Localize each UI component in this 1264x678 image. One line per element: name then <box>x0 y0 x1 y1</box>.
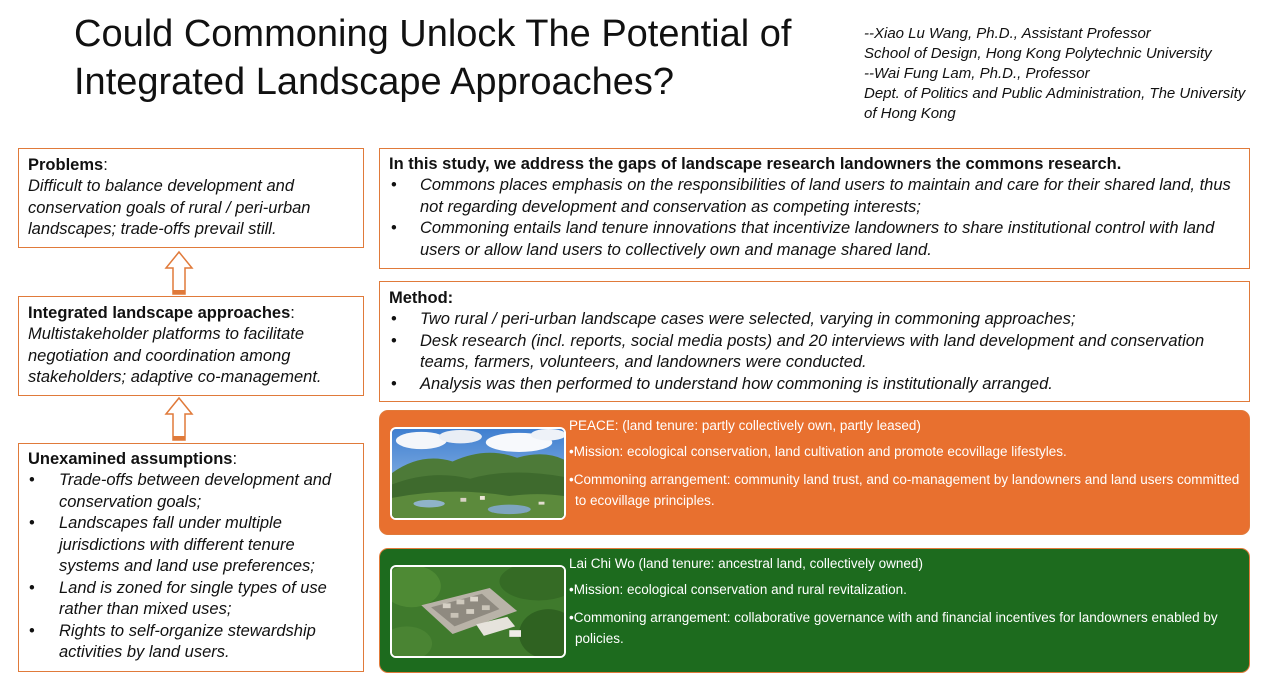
assumptions-box <box>18 443 364 672</box>
peace-arrangement: •Commoning arrangement: community land trust, and co-management by landowners and land users committed to ecovillage principles. <box>569 472 1240 508</box>
bullet-icon: • <box>29 514 35 532</box>
list-item: • Desk research (incl. reports, social media posts) and 20 interviews with land development and conservation teams, farmers, volunteers, and landowners were conducted. <box>391 331 1205 371</box>
study-list <box>389 175 1240 261</box>
list-item: • Landscapes fall under multiple jurisdictions with different tenure systems and land use preferences; <box>29 514 315 575</box>
problems-box <box>18 148 364 248</box>
author-credits <box>864 24 1259 124</box>
author-line: School of Design, Hong Kong Polytechnic University <box>864 45 1212 62</box>
bullet-icon: • <box>391 331 397 350</box>
peace-details <box>569 417 1245 511</box>
list-item: • Trade-offs between development and conservation goals; <box>29 471 332 511</box>
case-peace-card <box>379 410 1250 535</box>
case-laichiwo-card <box>379 548 1250 673</box>
list-item: • Two rural / peri-urban landscape cases were selected, varying in commoning approaches; <box>389 309 1240 331</box>
peace-mission: •Mission: ecological conservation, land cultivation and promote ecovillage lifestyles. <box>569 444 1067 459</box>
integrated-approaches-box <box>18 296 364 396</box>
list-item: • Commons places emphasis on the responsibilities of land users to maintain and care for their shared land, thus not regarding development and conservation as competing interests; <box>391 176 1231 216</box>
colon: : <box>290 304 295 322</box>
assumptions-list <box>28 470 354 664</box>
bullet-icon: • <box>391 219 397 237</box>
study-box <box>379 148 1250 269</box>
list-item: • Commoning entails land tenure innovations that incentivize landowners to share institutional control with land users or allow land users to collectively own and manage shared land. <box>391 219 1215 259</box>
list-item: • Rights to self-organize stewardship activities by land users. <box>29 621 316 661</box>
bullet-icon: • <box>391 374 397 393</box>
bullet-icon: • <box>29 471 35 489</box>
laichiwo-title: Lai Chi Wo (land tenure: ancestral land, collectively owned) <box>569 556 923 571</box>
peace-title: PEACE: (land tenure: partly collectively own, partly leased) <box>569 418 921 433</box>
poster-title: Could Commoning Unlock The Potential of Integrated Landscape Approaches? <box>74 13 792 103</box>
integrated-text: Multistakeholder platforms to facilitate negotiation and coordination among stakeholders; adaptive co-management. <box>28 325 322 386</box>
bullet-icon: • <box>29 621 35 640</box>
author-line: Dept. of Politics and Public Administration, The University of Hong Kong <box>864 85 1246 122</box>
study-heading: In this study, we address the gaps of landscape research landowners the commons research. <box>389 155 1122 173</box>
laichiwo-mission: •Mission: ecological conservation and rural revitalization. <box>569 582 907 597</box>
list-item: • Land is zoned for single types of use rather than mixed uses; <box>29 578 327 618</box>
laichiwo-village-photo <box>390 565 566 658</box>
author-line: --Wai Fung Lam, Ph.D., Professor <box>864 65 1090 82</box>
bullet-icon: • <box>391 176 397 194</box>
problems-heading: Problems <box>28 156 104 174</box>
up-arrow-icon <box>164 250 194 297</box>
bullet-icon: • <box>29 578 35 597</box>
list-item: • Analysis was then performed to understand how commoning is institutionally arranged. <box>389 374 1240 396</box>
method-list <box>389 309 1240 395</box>
integrated-heading: Integrated landscape approaches <box>28 304 291 322</box>
colon: : <box>103 156 108 174</box>
method-box <box>379 281 1250 402</box>
laichiwo-details <box>569 555 1245 649</box>
up-arrow-icon <box>164 396 194 443</box>
problems-text: Difficult to balance development and conservation goals of rural / peri-urban landscapes; trade-offs prevail still. <box>28 177 311 238</box>
assumptions-heading: Unexamined assumptions <box>28 450 233 468</box>
author-line: --Xiao Lu Wang, Ph.D., Assistant Professor <box>864 25 1151 42</box>
peace-landscape-photo <box>390 427 566 520</box>
method-heading: Method: <box>389 289 454 307</box>
colon: : <box>232 450 238 468</box>
laichiwo-arrangement: •Commoning arrangement: collaborative governance with and financial incentives for landowners enabled by policies. <box>569 610 1218 646</box>
bullet-icon: • <box>391 310 397 328</box>
